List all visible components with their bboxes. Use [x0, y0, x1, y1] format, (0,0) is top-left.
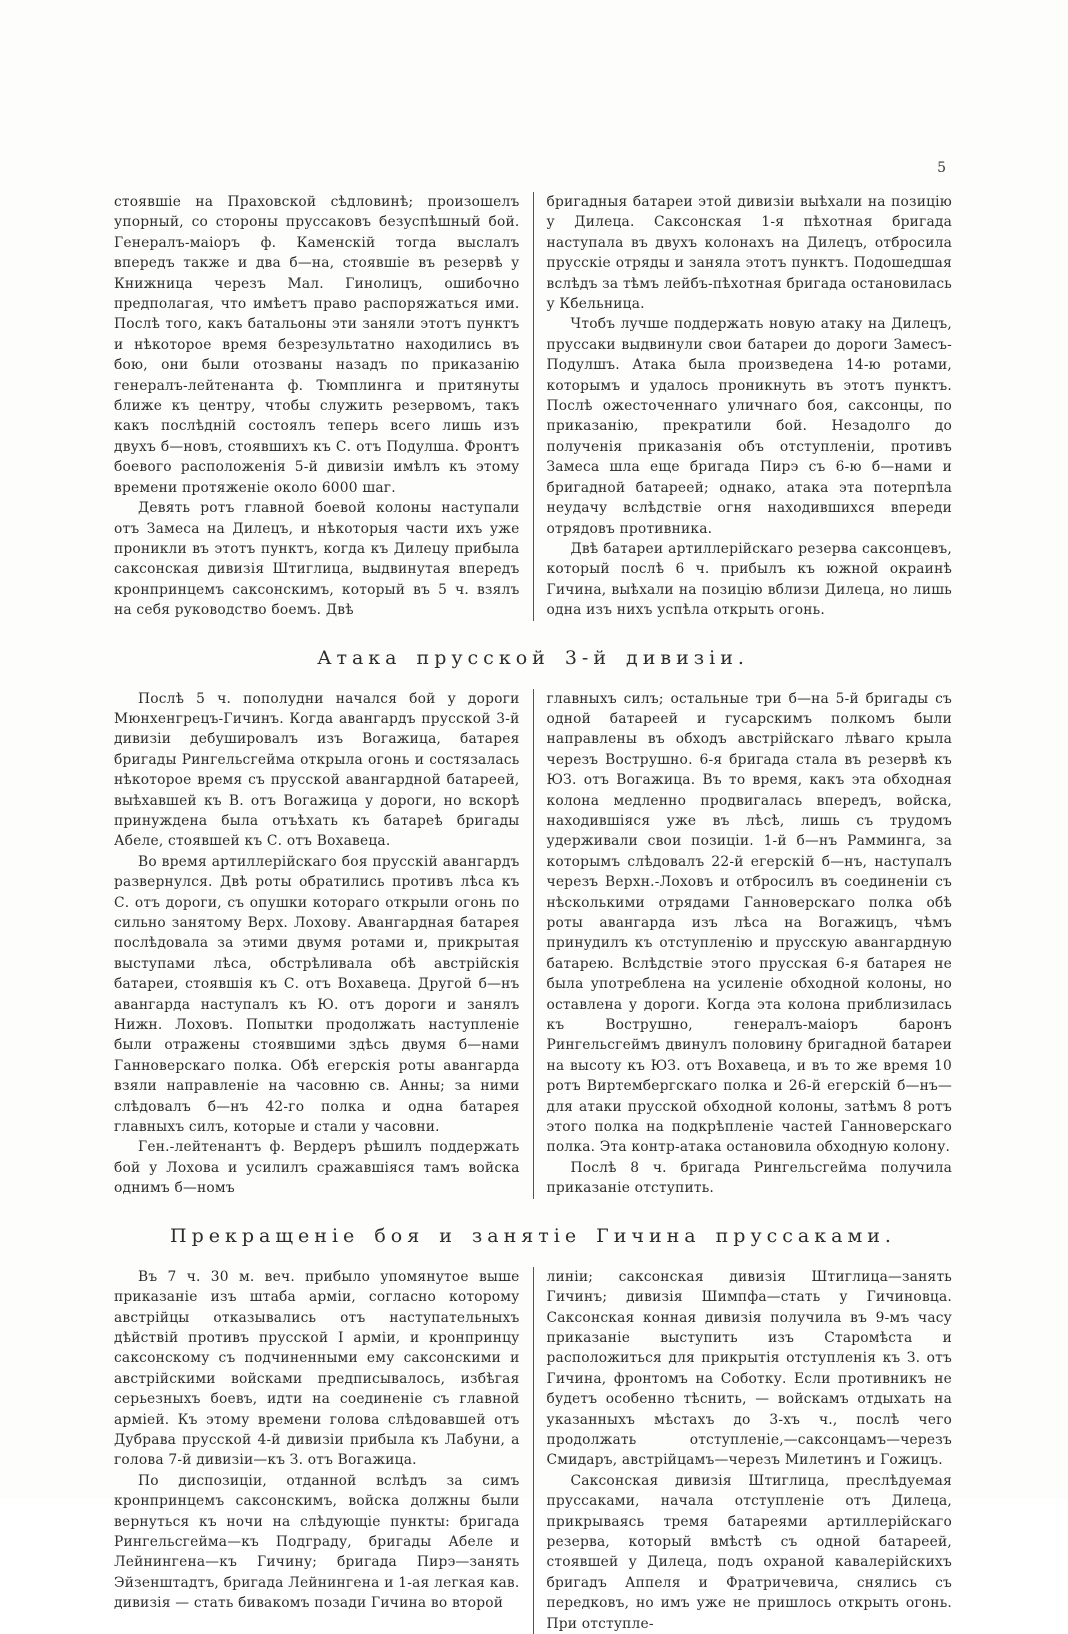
paragraph: По диспозиціи, отданной вслѣдъ за симъ кронпринцемъ саксонскимъ, войска должны были вернуться къ ночи на слѣдующіе пункты: бригада Рингельсгейма—къ Подграду, бригады Абеле и Лейнингена—къ Гичину; бригада Пирэ—занять Эйзенштадтъ, бригада Лейнингена и 1-ая легкая кав. дивизія — стать бивакомъ позади Гичина во второй: [114, 1472, 520, 1612]
paragraph: линіи; саксонская дивизія Штиглица—занять Гичинъ; дивизія Шимпфа—стать у Гичиновца. Саксонская конная дивизія получила въ 9-мъ часу приказаніе выступить изъ Старомѣста и расположиться для прикрытія отступленія къ З. отъ Гичина, фронтомъ на Соботку. Если противникъ не будетъ особенно тѣснить, — войскамъ отдыхать на указанныхъ мѣстахъ до 3-хъ ч., послѣ чего продолжать отступленіе,—саксонцамъ—черезъ Смидаръ, австрійцамъ—черезъ Милетинъ и Гожицъ.: [546, 1268, 952, 1469]
text-column-left: [114, 192, 533, 621]
text-column-right: [534, 192, 953, 621]
section-heading-attack-3rd-division: Атака прусской 3-й дивизіи.: [317, 646, 749, 669]
text-column-left: [114, 689, 533, 1199]
page-number: 5: [937, 160, 946, 176]
paragraph: Чтобъ лучше поддержать новую атаку на Дилецъ, пруссаки выдвинули свои батареи до дороги Замесъ-Подулшъ. Атака была произведена 14-ю ротами, которымъ и удалось проникнуть въ этотъ пунктъ. Послѣ ожесточеннаго уличнаго боя, саксонцы, по приказанію, прекратили бой. Незадолго до полученія приказанія объ отступленіи, противъ Замеса шла еще бригада Пирэ съ 6-ю б—нами и бригадной батареей; однако, атака эта потерпѣла неудачу вслѣдствіе огня находившихся впереди отрядовъ противника.: [546, 316, 952, 537]
paragraph: бригадныя батареи этой дивизіи выѣхали на позицію у Дилеца. Саксонская 1-я пѣхотная бригада наступала въ двухъ колонахъ на Дилецъ, отбросила прусскіе отряды и заняла этотъ пунктъ. Подошедшая вслѣдъ за тѣмъ лейбъ-пѣхотная бригада остановилась у Кбельница.: [546, 194, 952, 313]
paragraph: Ген.-лейтенантъ ф. Вердеръ рѣшилъ поддержать бой у Лохова и усилилъ сражавшіяся тамъ войска однимъ б—номъ: [114, 1139, 520, 1197]
paragraph: Послѣ 8 ч. бригада Рингельсгейма получила приказаніе отступить.: [546, 1159, 952, 1197]
section-heading-end-of-battle: Прекращеніе боя и занятіе Гичина пруссаками.: [170, 1224, 896, 1247]
text-column-left: [114, 1267, 533, 1634]
section-end-of-battle: [114, 1267, 952, 1634]
paragraph: Девять ротъ главной боевой колоны наступали отъ Замеса на Дилецъ, и нѣкоторыя части ихъ уже проникли въ этотъ пунктъ, когда къ Дилецу прибыла саксонская дивизія Штиглица, выдвинутая впередъ кронпринцемъ саксонскимъ, который въ 5 ч. взялъ на себя руководство боемъ. Двѣ: [114, 500, 520, 619]
section-attack-3rd-division: [114, 689, 952, 1199]
text-column-right: [534, 1267, 953, 1634]
paragraph: Саксонская дивизія Штиглица, преслѣдуемая пруссаками, начала отступленіе отъ Дилеца, прикрываясь тремя батареями артиллерійскаго резерва, который вмѣстѣ съ одной батареей, стоявшей у Дилеца, подъ охраной кавалерійскихъ бригадъ Аппеля и Фратричевича, снялись съ передковъ, но имъ уже не пришлось открыть огонь. При отступле-: [546, 1472, 952, 1632]
paragraph: Во время артиллерійскаго боя прусскій авангардъ развернулся. Двѣ роты обратились противъ лѣса къ С. отъ дороги, съ опушки котораго открыли огонь по сильно занятому Верх. Лохову. Авангардная батарея послѣдовала за этими двумя ротами и, прикрытая выступами лѣса, обстрѣливала обѣ австрійскія батареи, стоявшія къ С. отъ Вохавеца. Другой б—нъ авангарда наступалъ къ Ю. отъ дороги и занялъ Нижн. Лоховъ. Попытки продолжать наступленіе были отражены стоявшими здѣсь двумя б—нами Ганноверскаго полка. Обѣ егерскія роты авангарда взяли направленіе на часовню св. Анны; за ними слѣдовалъ б—нъ 42-го полка и одна батарея главныхъ силъ, которые и стали у часовни.: [114, 853, 520, 1136]
paragraph: главныхъ силъ; остальные три б—на 5-й бригады съ одной батареей и гусарскимъ полкомъ были направлены въ обходъ австрійскаго лѣваго крыла черезъ Вострушно. 6-я бригада стала въ резервѣ къ ЮЗ. отъ Вогажица. Въ то время, какъ эта обходная колона медленно продвигалась впередъ, войска, находившіяся уже въ лѣсѣ, лишь съ трудомъ удерживали свои позиціи. 1-й б—нъ Рамминга, за которымъ слѣдовалъ 22-й егерскій б—нъ, наступалъ черезъ Верхн.-Лоховъ и отбросилъ въ соединеніи съ нѣсколькими отрядами Ганноверскаго полка обѣ роты авангарда изъ лѣса на Вогажицъ, чѣмъ принудилъ къ отступленію и прусскую авангардную батарею. Вслѣдствіе этого прусская 6-я батарея не была употреблена на усиленіе обходной колоны, но оставлена у дороги. Когда эта колона приблизилась къ Вострушно, генералъ-маіоръ баронъ Рингельсгеймъ двинулъ половину бригадной батареи на высоту къ ЮЗ. отъ Вохавеца, и въ то же время 10 ротъ Виртембергскаго полка и 26-й егерскій б—нъ—для атаки прусской обходной колоны, затѣмъ 8 ротъ этого полка на подкрѣпленіе частей Ганноверскаго полка. Эта контр-атака остановила обходную колону.: [546, 690, 952, 1156]
section-top-continuation: [114, 192, 952, 621]
paragraph: стоявшіе на Праховской сѣдловинѣ; произошелъ упорный, со стороны пруссаковъ безуспѣшный бой. Генералъ-маіоръ ф. Каменскій тогда выслалъ впередъ также и два б—на, стоявшіе въ резервѣ у Книжница черезъ Мал. Гинолицъ, ошибочно предполагая, что имѣетъ право распоряжаться ими. Послѣ того, какъ батальоны эти заняли этотъ пунктъ и нѣкоторое время безрезультатно находились въ бою, они были отозваны назадъ по приказанію генералъ-лейтенанта ф. Тюмплинга и притянуты ближе къ центру, чтобы служить резервомъ, такъ какъ послѣдній состоялъ теперь всего лишь изъ двухъ б—новъ, стоявшихъ къ С. отъ Подулша. Фронтъ боевого расположенія 5-й дивизіи имѣлъ къ этому времени протяженіе около 6000 шаг.: [114, 194, 520, 496]
paragraph: Въ 7 ч. 30 м. веч. прибыло упомянутое выше приказаніе изъ штаба арміи, согласно которому австрійцы отказывались отъ наступательныхъ дѣйствій противъ прусской I арміи, и кронпринцу саксонскому съ подчиненными ему саксонскими и австрійскими войсками предписывалось, избѣгая серьезныхъ боевъ, идти на соединеніе съ главной арміей. Къ этому времени голова слѣдовавшей отъ Дубрава прусской 4-й дивизіи прибыла къ Лабуни, а голова 7-й дивизіи—къ З. отъ Вогажица.: [114, 1268, 520, 1469]
paragraph: Двѣ батареи артиллерійскаго резерва саксонцевъ, который послѣ 6 ч. прибылъ къ южной окраинѣ Гичина, выѣхали на позицію вблизи Дилеца, но лишь одна изъ нихъ успѣла открыть огонь.: [546, 540, 952, 619]
text-column-right: [534, 689, 953, 1199]
page-content: [114, 192, 952, 1634]
paragraph: Послѣ 5 ч. пополудни начался бой у дороги Мюнхенгрецъ-Гичинъ. Когда авангардъ прусской 3-й дивизіи дебушировалъ изъ Вогажица, батарея бригады Рингельсгейма открыла огонь и состязалась нѣкоторое время съ прусской авангардной батареей, выѣхавшей къ В. отъ Вогажица у дороги, но вскорѣ принуждена была отъѣхать къ батареѣ бригады Абеле, стоявшей къ С. отъ Вохавеца.: [114, 690, 520, 850]
